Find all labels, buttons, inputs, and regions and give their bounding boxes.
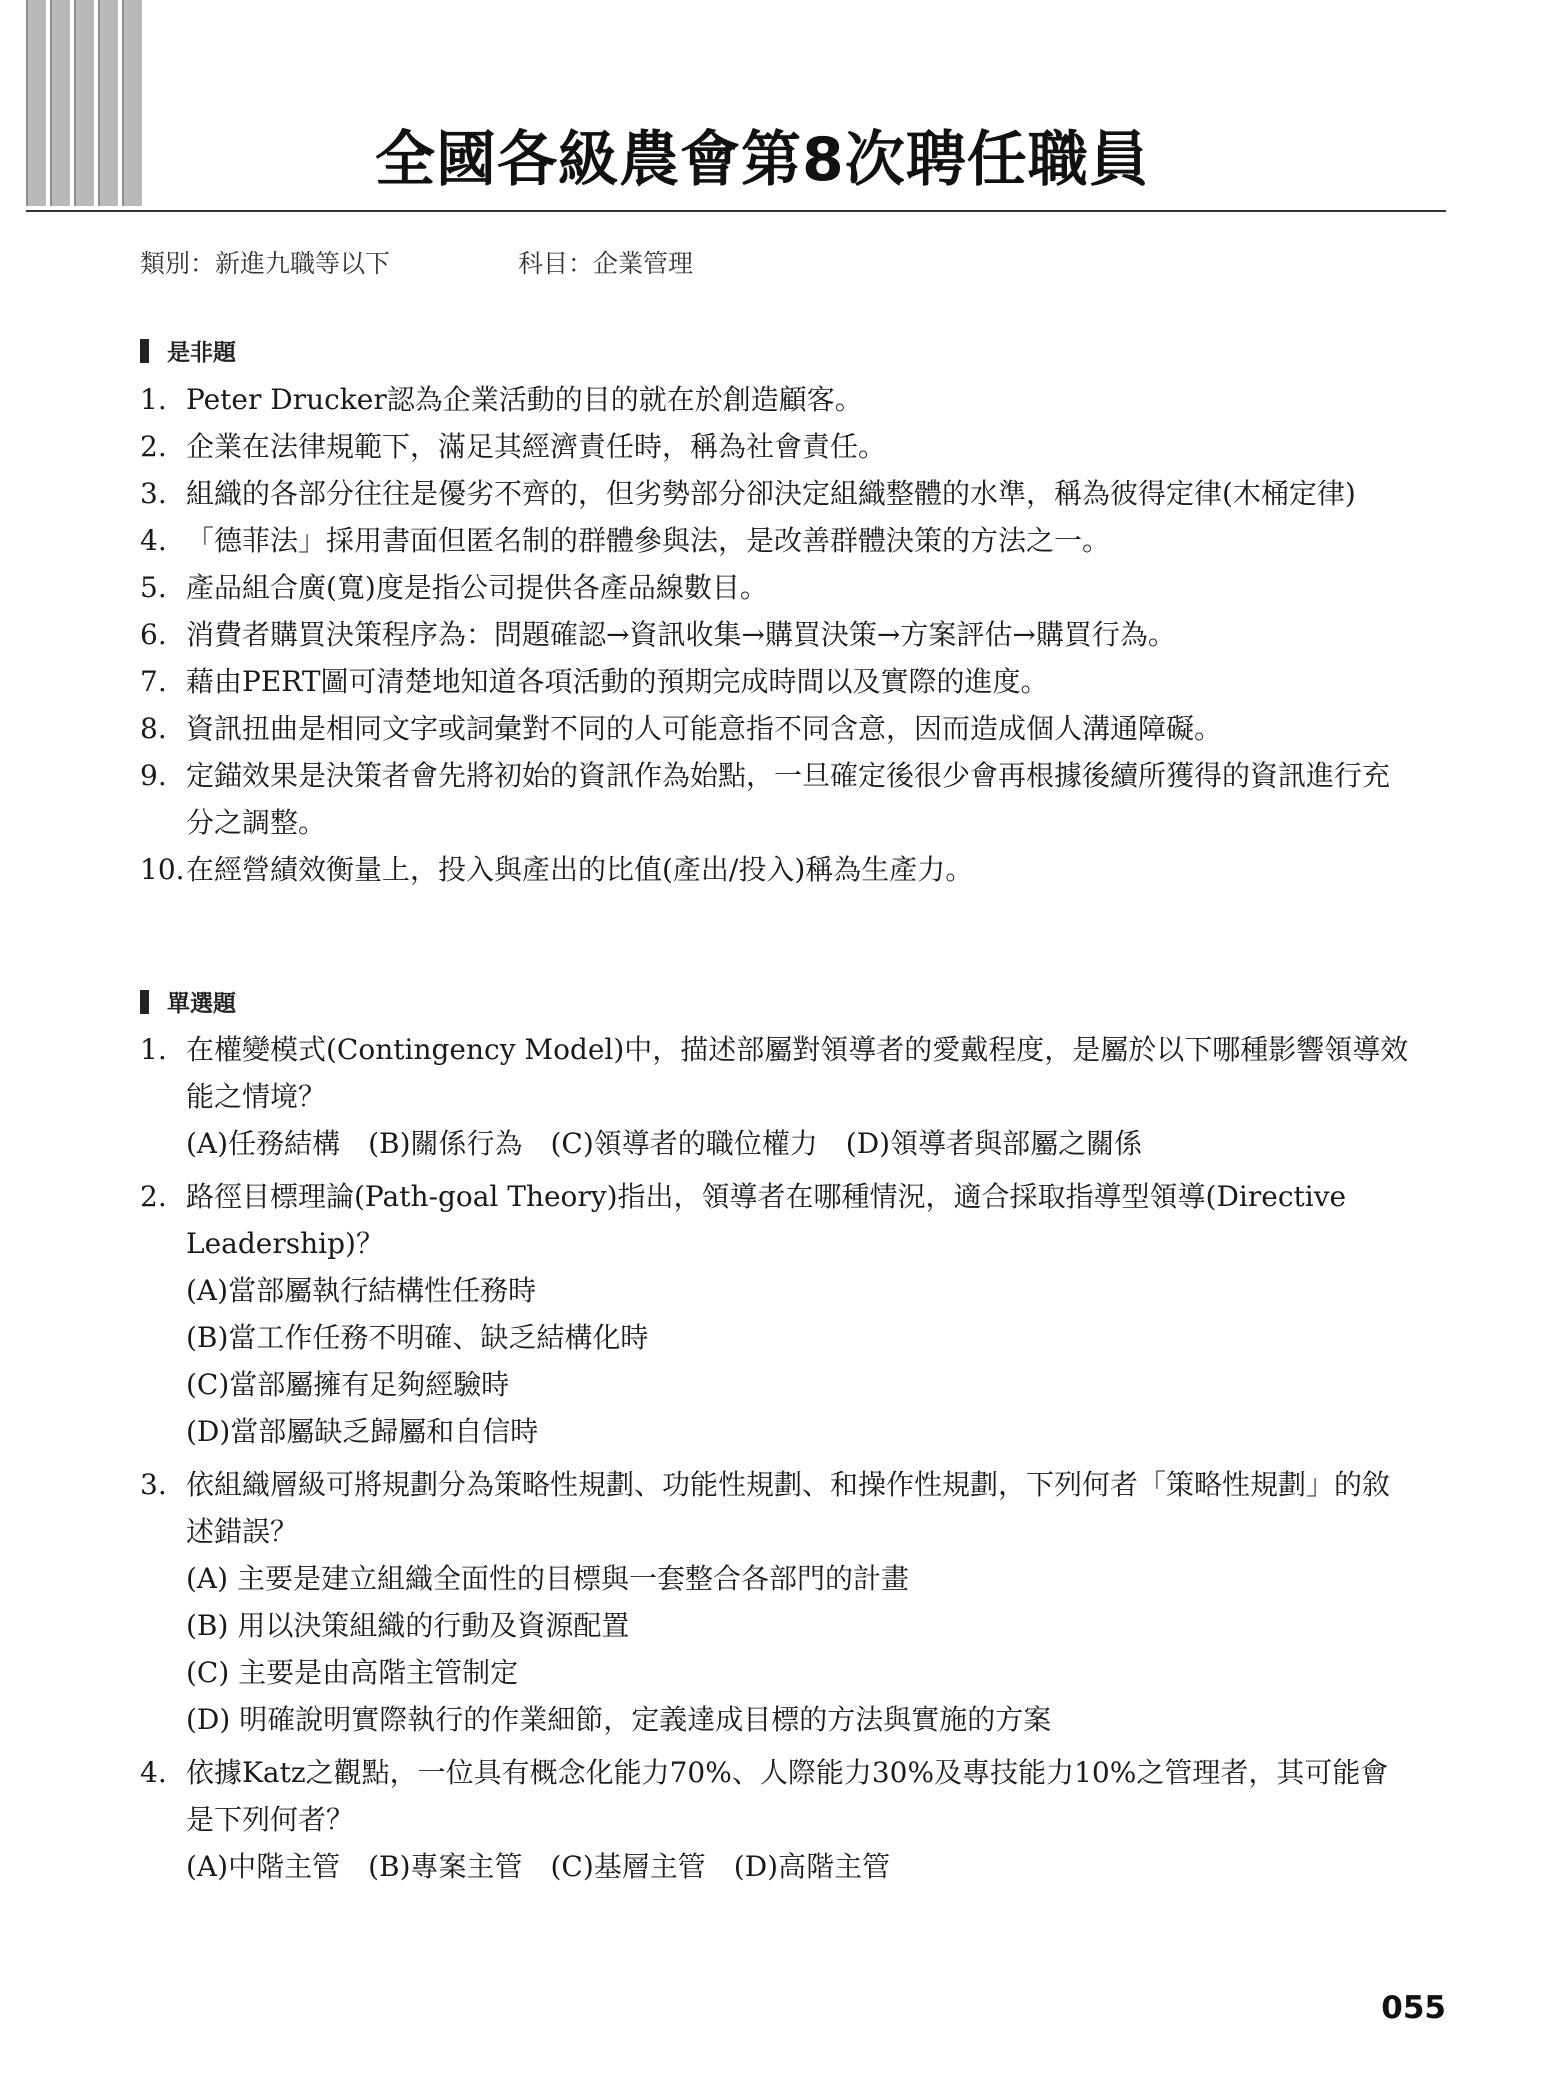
question-number: 1. [140,1033,167,1066]
answer-options: (A)中階主管 (B)專案主管 (C)基層主管 (D)高階主管 [186,1850,891,1883]
question-text: 「德菲法」採用書面但匿名制的群體參與法，是改善群體決策的方法之一。 [186,524,1111,557]
section-multiple-choice-heading [140,985,236,1018]
question-number: 8. [140,712,167,745]
answer-option: (A)當部屬執行結構性任務時 [186,1274,537,1307]
question-number: 10. [140,853,185,886]
answer-option: (B)當工作任務不明確、缺乏結構化時 [186,1321,649,1354]
question-number: 3. [140,1468,167,1501]
question-text: 依據Katz之觀點，一位具有概念化能力70%、人際能力30%及專技能力10%之管理者，其可能會是下列何者？ [186,1756,1389,1836]
question-text: 藉由PERT圖可清楚地知道各項活動的預期完成時間以及實際的進度。 [186,665,1049,698]
question-number: 9. [140,759,167,792]
exam-subject: 科目：企業管理 [517,249,693,278]
question-number: 2. [140,1180,167,1213]
question-number: 4. [140,524,167,557]
answer-option: (A) 主要是建立組織全面性的目標與一套整合各部門的計畫 [186,1562,909,1595]
question-item [140,376,1410,423]
question-text: 依組織層級可將規劃分為策略性規劃、功能性規劃、和操作性規劃，下列何者「策略性規劃」的敘述錯誤？ [186,1468,1391,1548]
answer-option: (D) 明確說明實際執行的作業細節，定義達成目標的方法與實施的方案 [186,1703,1052,1736]
mc-question [140,1026,1410,1167]
decorative-stripes [26,0,142,206]
question-number: 5. [140,571,167,604]
question-number: 2. [140,430,167,463]
question-number: 6. [140,618,167,651]
mc-question [140,1461,1410,1743]
question-item [140,423,1410,470]
question-text: 消費者購買決策程序為：問題確認→資訊收集→購買決策→方案評估→購買行為。 [186,618,1176,651]
section-true-false-heading [140,334,236,367]
section-title: 單選題 [167,991,236,1017]
question-text: 路徑目標理論(Path-goal Theory)指出，領導者在哪種情況，適合採取指導型領導(Directive Leadership)？ [186,1180,1347,1260]
question-number: 7. [140,665,167,698]
answer-option: (C)當部屬擁有足夠經驗時 [186,1368,510,1401]
question-text: 資訊扭曲是相同文字或詞彙對不同的人可能意指不同含意，因而造成個人溝通障礙。 [186,712,1223,745]
exam-category: 類別：新進九職等以下 [140,249,391,278]
question-item [140,752,1410,846]
question-number: 1. [140,383,167,416]
section-marker [140,339,149,363]
header-divider [26,210,1446,212]
section-title: 是非題 [167,340,236,366]
question-text: 企業在法律規範下，滿足其經濟責任時，稱為社會責任。 [186,430,887,463]
question-item [140,658,1410,705]
page-title: 全國各級農會第8次聘任職員 [375,125,1150,195]
section-marker [140,990,149,1014]
page-number: 055 [1381,1990,1446,2026]
answer-option: (D)當部屬缺乏歸屬和自信時 [186,1415,539,1448]
true-false-list [140,376,1410,893]
question-text: 組織的各部分往往是優劣不齊的，但劣勢部分卻決定組織整體的水準，稱為彼得定律(木桶定律) [186,477,1356,510]
mc-question [140,1749,1410,1890]
mc-question [140,1173,1410,1455]
question-item [140,470,1410,517]
question-item [140,564,1410,611]
question-item [140,846,1410,893]
question-text: 在經營績效衡量上，投入與產出的比值(產出/投入)稱為生產力。 [186,853,974,886]
question-number: 3. [140,477,167,510]
exam-meta [140,244,693,280]
question-text: 產品組合廣(寬)度是指公司提供各產品線數目。 [186,571,768,604]
answer-options: (A)任務結構 (B)關係行為 (C)領導者的職位權力 (D)領導者與部屬之關係 [186,1127,1143,1160]
multiple-choice-list [140,1026,1410,1896]
question-item [140,611,1410,658]
question-text: 定錨效果是決策者會先將初始的資訊作為始點，一旦確定後很少會再根據後續所獲得的資訊進行充分之調整。 [186,759,1391,839]
question-text: 在權變模式(Contingency Model)中，描述部屬對領導者的愛戴程度，是屬於以下哪種影響領導效能之情境？ [186,1033,1409,1113]
answer-option: (B) 用以決策組織的行動及資源配置 [186,1609,630,1642]
answer-option: (C) 主要是由高階主管制定 [186,1656,519,1689]
question-item [140,705,1410,752]
question-text: Peter Drucker認為企業活動的目的就在於創造顧客。 [186,383,863,416]
question-number: 4. [140,1756,167,1789]
question-item [140,517,1410,564]
